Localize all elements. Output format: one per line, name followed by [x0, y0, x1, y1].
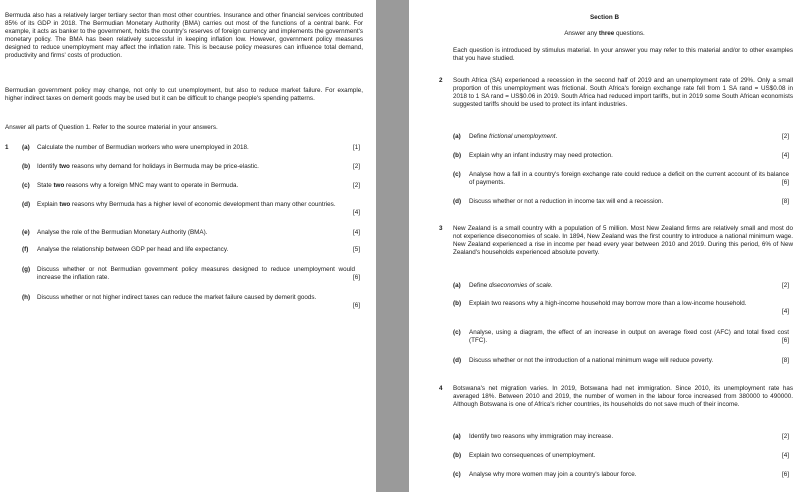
part-label: (f) — [22, 246, 29, 253]
part-label: (c) — [22, 182, 30, 189]
part-label: (c) — [453, 471, 461, 478]
q2-part-d — [453, 198, 798, 208]
part-label: (a) — [453, 433, 461, 440]
part-mark: [4] — [781, 308, 789, 315]
question-4-stem: Botswana's net migration varies. In 2019, Botswana had net immigration. Since 2010, its unemployment rate has averaged 18%. Between 2010 and 2019, the number of women in the labour force increased from 380000 to 490000. Although Botswana is one of Africa's richer countries, its households do not save much of their income. — [453, 385, 793, 408]
part-text: Analyse, using a diagram, the effect of an increase in output on average fixed cost (AFC) and total fixed cost (TFC). — [469, 329, 789, 344]
question-3-stem: New Zealand is a small country with a population of 5 million. Most New Zealand firms are relatively small and most do not experience diseconomies of scale. In 1894, New Zealand was the first country to introduce a national minimum wage. New Zealand experienced a rise in income per head every year between 2010 and 2019. During this period, 6% of New Zealand's households experienced absolute poverty. — [453, 225, 793, 256]
part-mark: [6] — [352, 274, 360, 281]
part-mark: [6] — [781, 337, 789, 344]
part-text: Calculate the number of Bermudian workers who were unemployed in 2018. — [37, 144, 249, 151]
part-label: (c) — [453, 171, 461, 178]
part-text: Define frictional unemployment. — [469, 133, 558, 140]
question-2-number: 2 — [439, 77, 443, 84]
part-text: Identify two reasons why immigration may increase. — [469, 433, 614, 440]
part-text: Explain why an infant industry may need protection. — [469, 152, 613, 159]
q1-part-c — [22, 182, 367, 192]
part-text: Identify two reasons why demand for holidays in Bermuda may be price-elastic. — [37, 163, 259, 170]
part-mark: [5] — [352, 246, 360, 253]
part-text: Explain two reasons why Bermuda has a higher level of economic development than many other countries. — [37, 201, 336, 208]
part-label: (d) — [453, 198, 462, 205]
part-label: (b) — [453, 152, 462, 159]
part-text: Analyse the role of the Bermudian Monetary Authority (BMA). — [37, 229, 208, 236]
part-text: Explain two consequences of unemployment. — [469, 452, 596, 459]
q1-part-d — [22, 201, 367, 219]
part-mark: [1] — [352, 144, 360, 151]
q2-part-a — [453, 133, 798, 143]
answer-instruction: Answer any three questions. — [564, 30, 645, 37]
part-label: (h) — [22, 294, 31, 301]
part-label: (g) — [22, 266, 31, 273]
q2-part-b — [453, 152, 798, 162]
part-text: Analyse why more women may join a country's labour force. — [469, 471, 637, 478]
right-page — [409, 0, 800, 492]
part-text: Discuss whether or not a reduction in income tax will end a recession. — [469, 198, 664, 205]
q1-part-b — [22, 163, 367, 173]
q3-part-d — [453, 357, 798, 367]
q3-part-c — [453, 329, 798, 347]
part-mark: [2] — [781, 433, 789, 440]
instruction-text: Answer all parts of Question 1. Refer to the source material in your answers. — [5, 124, 218, 131]
part-mark: [6] — [781, 179, 789, 186]
part-mark: [4] — [352, 209, 360, 216]
part-text: Discuss whether or not Bermudian government policy measures designed to reduce unemployment would increase the inflation rate. — [37, 266, 355, 281]
part-text: Explain two reasons why a high-income household may borrow more than a low-income household. — [469, 300, 747, 307]
part-label: (a) — [22, 144, 30, 151]
part-mark: [6] — [781, 471, 789, 478]
part-label: (b) — [453, 452, 462, 459]
intro-paragraph-1: Bermuda also has a relatively larger tertiary sector than most other countries. Insurance and other financial services contributed 85% of its GDP in 2018. The Bermudian Monetary Authority (BMA) carries out most of the functions of a central bank. For example, it acts as banker to the government, holds the country's reserves of foreign currency and implements the government's monetary policy. The BMA has been relatively successful in keeping inflation low. However, government policy measures designed to reduce unemployment may affect the inflation rate. This is because policy measures can influence total demand, productivity and firms' costs of production. — [5, 12, 363, 59]
part-mark: [8] — [781, 357, 789, 364]
q4-part-c — [453, 471, 798, 481]
part-mark: [4] — [352, 229, 360, 236]
q1-part-g — [22, 266, 367, 284]
part-label: (a) — [453, 282, 461, 289]
stimulus-note: Each question is introduced by stimulus material. In your answer you may refer to this material and/or to other examples that you have studied. — [453, 47, 793, 62]
part-label: (d) — [22, 201, 31, 208]
part-label: (d) — [453, 357, 462, 364]
part-mark: [4] — [781, 152, 789, 159]
part-label: (e) — [22, 229, 30, 236]
part-label: (b) — [22, 163, 31, 170]
q3-part-a — [453, 282, 798, 292]
q4-part-b — [453, 452, 798, 462]
part-text: State two reasons why a foreign MNC may want to operate in Bermuda. — [37, 182, 239, 189]
section-title: Section B — [589, 14, 620, 21]
q1-part-a — [22, 144, 367, 154]
q2-part-c — [453, 171, 798, 189]
part-label: (b) — [453, 300, 462, 307]
question-4-number: 4 — [439, 385, 443, 392]
part-label: (a) — [453, 133, 461, 140]
q1-part-h — [22, 294, 367, 312]
q4-part-a — [453, 433, 798, 443]
part-mark: [2] — [781, 133, 789, 140]
q1-part-f — [22, 246, 367, 256]
part-mark: [8] — [781, 198, 789, 205]
intro-paragraph-2: Bermudian government policy may change, not only to cut unemployment, but also to reduce market failure. For example, higher indirect taxes on demerit goods may be used but it can be difficult to change people's spending patterns. — [5, 87, 363, 102]
question-3-number: 3 — [439, 225, 443, 232]
question-1-number: 1 — [5, 144, 9, 151]
q1-part-e — [22, 229, 367, 239]
part-text: Analyse the relationship between GDP per head and life expectancy. — [37, 246, 229, 253]
part-mark: [2] — [781, 282, 789, 289]
part-mark: [2] — [352, 163, 360, 170]
part-text: Define diseconomies of scale. — [469, 282, 553, 289]
part-mark: [4] — [781, 452, 789, 459]
part-text: Analyse how a fall in a country's foreign exchange rate could reduce a deficit on the current account of its balance of payments. — [469, 171, 789, 186]
part-text: Discuss whether or not the introduction of a national minimum wage will reduce poverty. — [469, 357, 714, 364]
q3-part-b — [453, 300, 798, 318]
part-label: (c) — [453, 329, 461, 336]
part-text: Discuss whether or not higher indirect taxes can reduce the market failure caused by demerit goods. — [37, 294, 317, 301]
left-page — [0, 0, 376, 492]
question-2-stem: South Africa (SA) experienced a recession in the second half of 2019 and an unemployment rate of 29%. Only a small proportion of this unemployment was frictional. South Africa's foreign exchange rate fell from 1 SA rand = US$0.08 in 2018 to 1 SA rand = US$0.06 in 2019. South Africa had reduced import tariffs, but in 2019 some South African economists suggested tariffs should be used to protect its infant industries. — [453, 77, 793, 108]
part-mark: [6] — [352, 302, 360, 309]
part-mark: [2] — [352, 182, 360, 189]
